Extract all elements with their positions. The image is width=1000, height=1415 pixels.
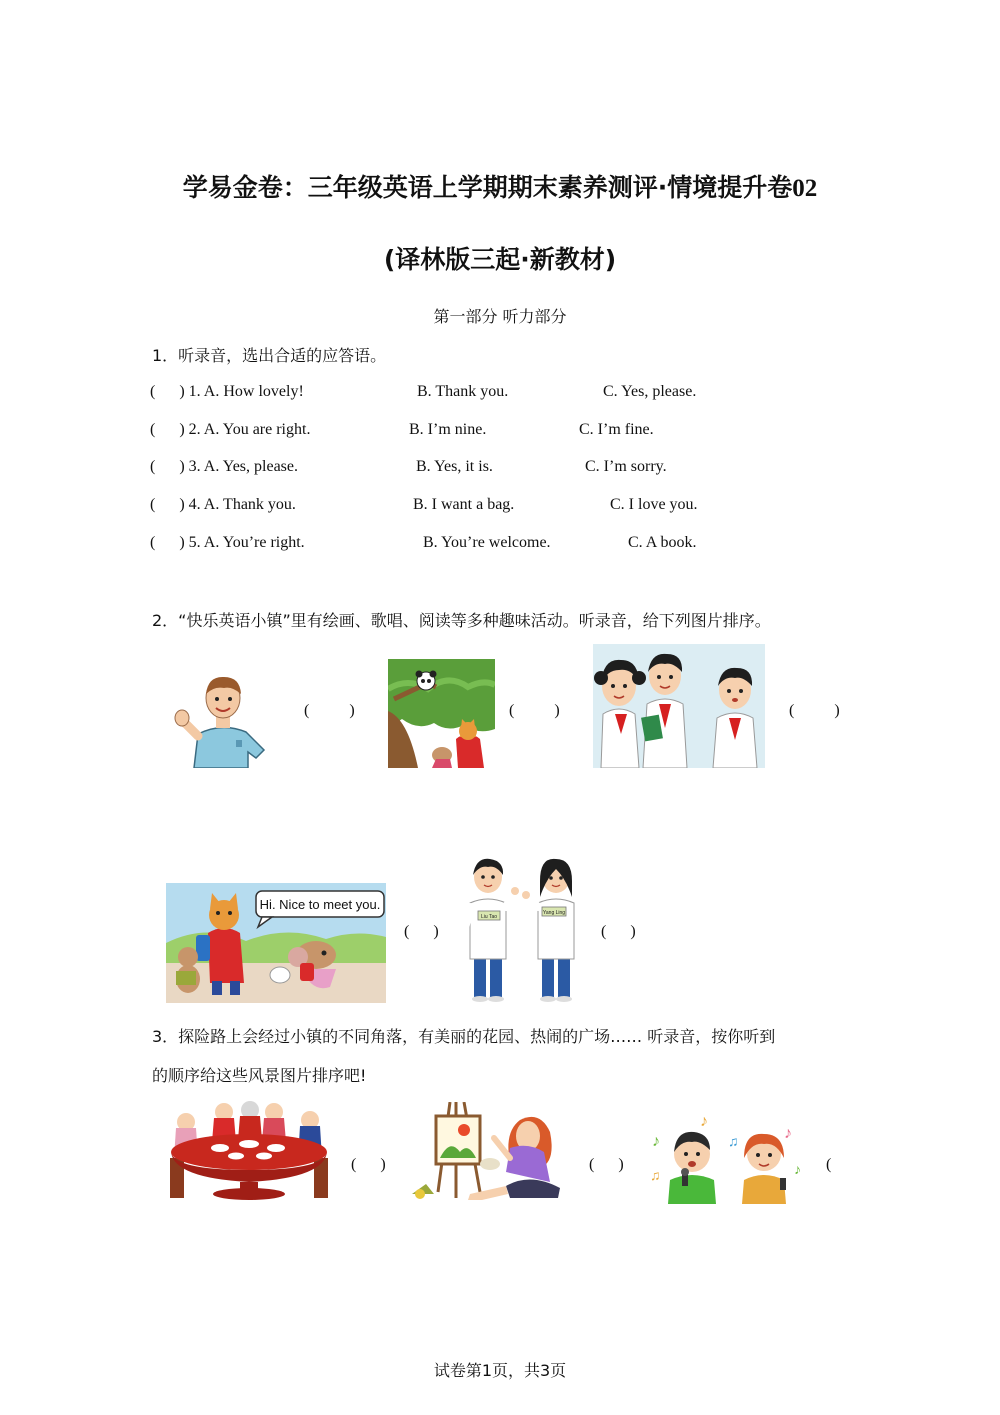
item-number: 4.: [188, 496, 201, 513]
option-c: C. Yes, please.: [603, 383, 697, 400]
item-number: 2.: [188, 421, 201, 438]
option-a: A. You are right.: [203, 421, 311, 438]
cat-mouse-street-picture: [166, 883, 386, 1003]
svg-text:♪: ♪: [700, 1113, 708, 1130]
option-a: A. Yes, please.: [203, 458, 298, 475]
kids-singing-picture: [648, 1112, 808, 1204]
answer-blank[interactable]: ( ): [150, 421, 185, 438]
option-c: C. I’m sorry.: [585, 458, 667, 475]
option-c: C. I love you.: [610, 496, 698, 513]
option-b: B. You’re welcome.: [423, 534, 551, 551]
answer-blank[interactable]: (: [826, 1156, 832, 1173]
q1-item: [150, 458, 298, 476]
svg-text:♫: ♫: [728, 1135, 739, 1150]
item-number: 5.: [188, 534, 201, 551]
item-number: 1.: [188, 383, 201, 400]
name-tag-boy: Liu Tao: [480, 914, 498, 920]
q2-prompt: 2．“快乐英语小镇”里有绘画、歌唱、阅读等多种趣味活动。听录音，给下列图片排序。: [152, 611, 771, 630]
q3-prompt-line2: 的顺序给这些风景图片排序吧!: [152, 1066, 367, 1085]
option-b: B. Yes, it is.: [416, 458, 493, 475]
name-tag-girl: Yang Ling: [542, 910, 566, 916]
answer-blank[interactable]: ( ): [150, 534, 185, 551]
answer-blank[interactable]: ( ): [150, 496, 185, 513]
page-title-line1: [0, 168, 1000, 204]
answer-blank[interactable]: ( ): [601, 923, 636, 940]
answer-blank[interactable]: ( ): [150, 383, 185, 400]
q1-item: [150, 496, 296, 514]
answer-blank[interactable]: ( ): [150, 458, 185, 475]
q1-item: [150, 421, 310, 439]
option-b: B. I want a bag.: [413, 496, 515, 513]
page-footer: 试卷第1页，共3页: [433, 1361, 567, 1380]
title-number: 02: [792, 175, 818, 202]
option-b: B. Thank you.: [417, 383, 509, 400]
page-title-line2: (译林版三起·新教材): [383, 245, 617, 274]
speech-bubble-text: Hi. Nice to meet you.: [259, 897, 381, 912]
girl-painting-picture: [410, 1102, 562, 1202]
svg-text:♫: ♫: [650, 1169, 661, 1184]
section-heading: 第一部分 听力部分: [433, 307, 567, 326]
tree-panda-picture: [388, 659, 495, 768]
option-b: B. I’m nine.: [409, 421, 487, 438]
answer-blank[interactable]: ( ): [351, 1156, 386, 1173]
svg-text:♪: ♪: [652, 1133, 660, 1150]
answer-blank[interactable]: ( ): [404, 923, 439, 940]
two-students-nametags-picture: [458, 857, 583, 1002]
title-text: 学易金卷：三年级英语上学期期末素养测评·情境提升卷: [182, 173, 793, 202]
option-a: A. How lovely!: [203, 383, 304, 400]
answer-blank[interactable]: ( ): [789, 702, 840, 719]
q3-prompt-line1: 3．探险路上会经过小镇的不同角落，有美丽的花园、热闹的广场…… 听录音，按你听到: [152, 1027, 776, 1046]
three-students-picture: [593, 644, 765, 768]
option-a: A. You’re right.: [203, 534, 305, 551]
svg-text:♪: ♪: [794, 1163, 801, 1178]
option-c: C. A book.: [628, 534, 697, 551]
q1-item: [150, 534, 305, 552]
option-c: C. I’m fine.: [579, 421, 654, 438]
option-a: A. Thank you.: [203, 496, 296, 513]
answer-blank[interactable]: ( ): [304, 702, 355, 719]
q1-prompt: 1．听录音，选出合适的应答语。: [152, 346, 387, 365]
svg-text:♪: ♪: [784, 1125, 792, 1142]
answer-blank[interactable]: ( ): [509, 702, 560, 719]
family-dinner-picture: [164, 1098, 334, 1202]
man-waving-picture: [172, 672, 276, 768]
q1-item: [150, 383, 304, 401]
answer-blank[interactable]: ( ): [589, 1156, 624, 1173]
item-number: 3.: [188, 458, 201, 475]
